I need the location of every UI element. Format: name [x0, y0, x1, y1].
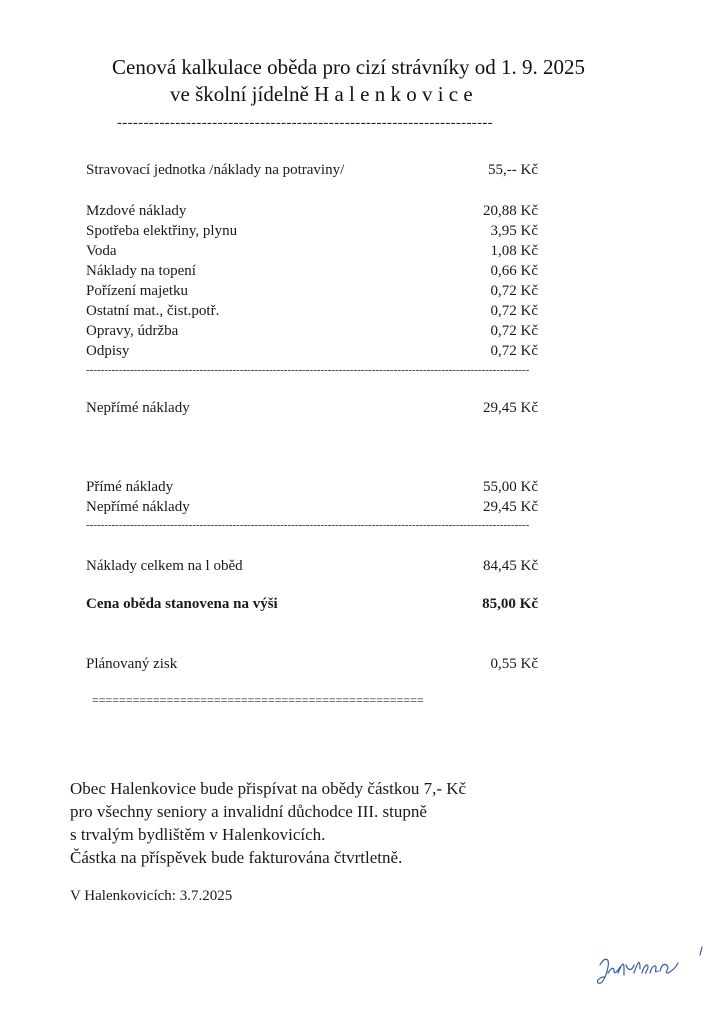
title-rule: -----------------------------------------------------------------------: [117, 116, 493, 130]
item-label: Opravy, údržba: [86, 323, 179, 339]
food-unit-row: [86, 160, 546, 180]
list-item: [86, 341, 546, 361]
list-item: [86, 321, 546, 341]
indirect-costs-value: 29,45 Kč: [483, 499, 538, 515]
list-item: [86, 281, 546, 301]
item-value: 0,72 Kč: [490, 303, 538, 319]
item-label: Mzdové náklady: [86, 203, 187, 219]
item-label: Ostatní mat., čist.potř.: [86, 303, 220, 319]
item-label: Odpisy: [86, 343, 130, 359]
indirect-total-label: Nepřímé náklady: [86, 400, 190, 416]
note-line: Obec Halenkovice bude přispívat na obědy částkou 7,- Kč: [70, 779, 467, 798]
item-label: Spotřeba elektřiny, plynu: [86, 223, 238, 239]
list-item: [86, 241, 546, 261]
item-value: 0,66 Kč: [490, 263, 538, 279]
list-item: [86, 301, 546, 321]
direct-costs-label: Přímé náklady: [86, 479, 174, 495]
food-unit-value: 55,-- Kč: [488, 162, 538, 178]
document-subtitle: ve školní jídelně H a l e n k o v i c e: [170, 82, 473, 106]
note-line: s trvalým bydlištěm v Halenkovicích.: [70, 825, 326, 844]
item-label: Voda: [86, 243, 117, 259]
indirect-costs-row: [86, 497, 546, 517]
list-item: [86, 261, 546, 281]
list-item: [86, 201, 546, 221]
profit-label: Plánovaný zisk: [86, 656, 178, 672]
total-cost-label: Náklady celkem na l oběd: [86, 558, 243, 574]
price-label: Cena oběda stanovena na výši: [86, 596, 278, 612]
item-value: 0,72 Kč: [490, 283, 538, 299]
direct-costs-row: [86, 477, 546, 497]
food-unit-label: Stravovací jednotka /náklady na potraviny/: [86, 162, 345, 178]
profit-row: [86, 654, 546, 674]
separator-line: -------------------------------------------------------------------------------------------------------------------------: [86, 519, 530, 531]
profit-value: 0,55 Kč: [490, 656, 538, 672]
item-value: 0,72 Kč: [490, 323, 538, 339]
total-cost-value: 84,45 Kč: [483, 558, 538, 574]
list-item: [86, 221, 546, 241]
item-label: Pořízení majetku: [86, 283, 189, 299]
price-row: [86, 594, 546, 614]
item-value: 3,95 Kč: [490, 223, 538, 239]
price-value: 85,00 Kč: [482, 596, 538, 612]
item-value: 1,08 Kč: [490, 243, 538, 259]
indirect-total-value: 29,45 Kč: [483, 400, 538, 416]
indirect-total-row: [86, 398, 546, 418]
total-cost-row: [86, 556, 546, 576]
indirect-costs-label: Nepřímé náklady: [86, 499, 190, 515]
item-value: 20,88 Kč: [483, 203, 538, 219]
item-value: 0,72 Kč: [490, 343, 538, 359]
date-line: V Halenkovicích: 3.7.2025: [70, 888, 233, 904]
signature: [594, 943, 714, 998]
direct-costs-value: 55,00 Kč: [483, 479, 538, 495]
document-title: Cenová kalkulace oběda pro cizí strávníky od 1. 9. 2025: [112, 55, 585, 79]
note-line: Částka na příspěvek bude fakturována čtvrtletně.: [70, 848, 403, 867]
note-line: pro všechny seniory a invalidní důchodce III. stupně: [70, 802, 427, 821]
double-rule: =================================================: [92, 693, 424, 707]
item-label: Náklady na topení: [86, 263, 196, 279]
separator-line: -------------------------------------------------------------------------------------------------------------------------: [86, 364, 530, 376]
